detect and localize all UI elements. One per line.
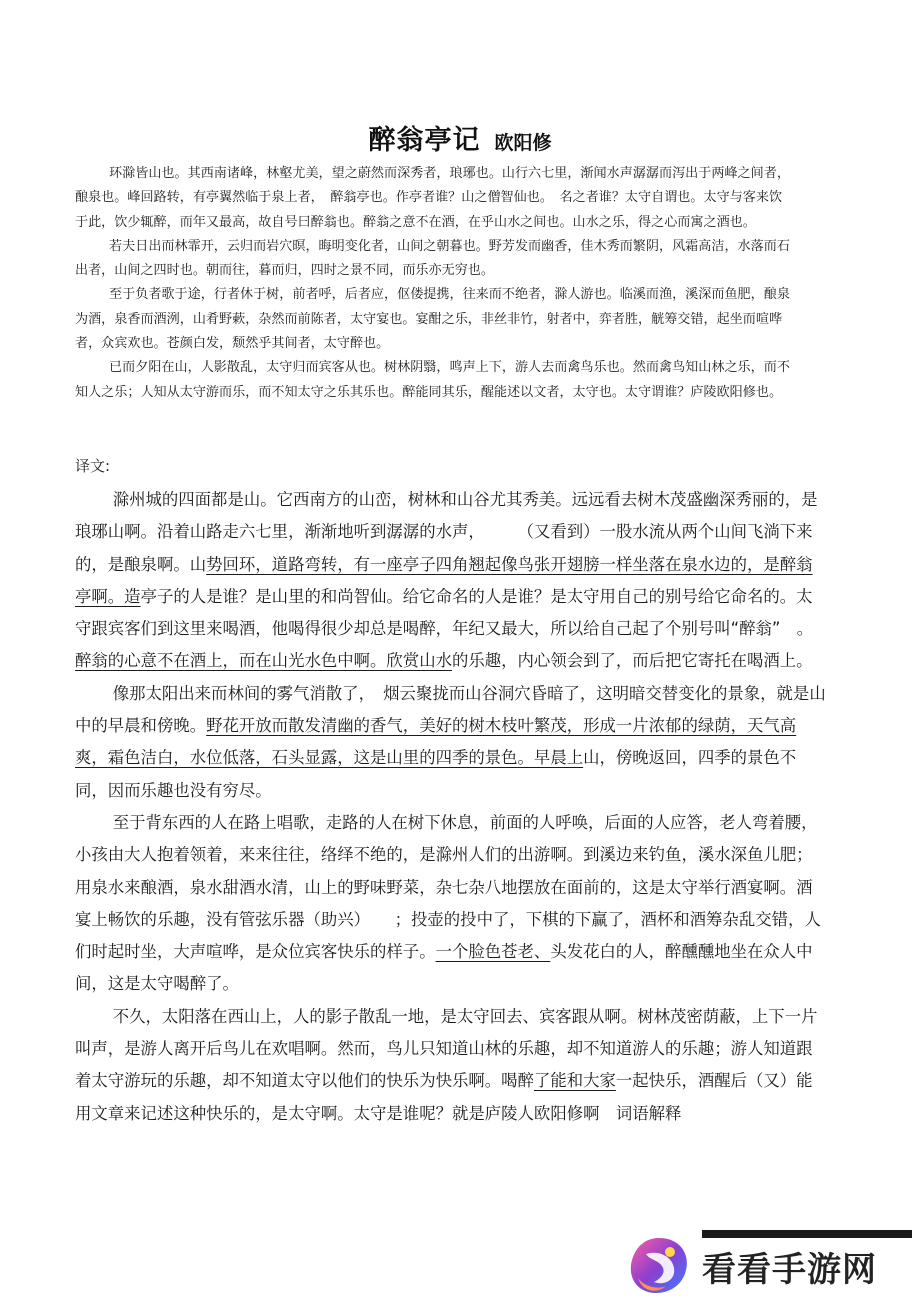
original-paragraph-4: 已而夕阳在山，人影散乱，太守归而宾客从也。树林阴翳，鸣声上下，游人去而禽鸟乐也。然而禽鸟知山林之乐，而不知人之乐；人知从太守游而乐，而不知太守之乐其乐也。醉能同其乐，醒能述以文者，太守也。太守谓谁？庐陵欧阳修也。 <box>75 360 790 400</box>
text-run: 不久，太阳落在西山上，人的影子散乱一地，是太守回去、宾客跟从啊。树林茂密荫蔽，上下一片叫声，是游人离开后鸟儿在欢唱啊。然而，鸟儿只知道山林的乐趣，却不知道游人的乐趣；游人知道跟着太守游玩的乐趣，却不知道太守以他们的快乐为快乐啊。喝醉 <box>75 1006 818 1091</box>
translation-paragraph-2 <box>75 678 827 807</box>
original-paragraph-2: 若夫日出而林霏开，云归而岩穴暝，晦明变化者，山间之朝暮也。野芳发而幽香，佳木秀而繁阴，风霜高洁，水落而石出者，山间之四时也。朝而往，暮而归，四时之景不同，而乐亦无穷也。 <box>75 238 790 279</box>
underlined-text: 一个脸色苍老、 <box>435 942 551 962</box>
title-row <box>0 118 920 157</box>
original-paragraph-3: 至于负者歌于途，行者休于树，前者呼，后者应，伛偻提携，往来而不绝者，滁人游也。临溪而渔，溪深而鱼肥，酿泉为酒，泉香而酒洌，山肴野蔌，杂然而前陈者，太守宴也。宴酣之乐，非丝非竹，射者中，弈者胜，觥筹交错，起坐而喧哗者，众宾欢也。苍颜白发，颓然乎其间者，太守醉也。 <box>75 287 790 352</box>
site-watermark <box>624 1230 920 1303</box>
translation-paragraph-1 <box>75 484 827 678</box>
text-run: 像那太阳出来而林间的雾气消散了， 烟云聚拢而山谷洞穴昏暗了，这明暗交替变化的景象，就是山中的早晨和傍晚。 <box>75 683 826 736</box>
underlined-text: 野花开放而散发清幽的香气，美好的树木枝叶繁茂，形成一片浓郁的绿荫，天气高爽，霜色洁白，水位低落，石头显露，这是山里的四季的景色。早晨上 <box>75 716 797 768</box>
text-run: 至于背东西的人在路上唱歌，走路的人在树下休息，前面的人呼唤，后面的人应答，老人弯着腰，小孩由大人抱着领着，来来往往，络绎不绝的，是滁州人们的出游啊。到溪边来钓鱼，溪水深鱼儿肥；用泉水来酿酒，泉水甜酒水清，山上的野味野菜，杂七杂八地摆放在面前的，这是太守举行酒宴啊。酒宴上畅饮的乐趣，没有管弦乐器（助兴） ；投壶的投中了，下棋的下赢了，酒杯和酒筹杂乱交错，人们时起时坐，大声喧哗，是众位宾客快乐的样子。 <box>75 812 821 962</box>
original-paragraph-1: 环滁皆山也。其西南诸峰，林壑尤美，望之蔚然而深秀者，琅琊也。山行六七里，渐闻水声潺潺而泻出于两峰之间者，酿泉也。峰回路转，有亭翼然临于泉上者， 醉翁亭也。作亭者谁？山之僧智仙也。 名之者谁？太守自谓也。太守与客来饮于此，饮少辄醉，而年又最高，故自号曰醉翁也。醉翁之意不在酒，在乎山水之间也。山水之乐，得之心而寓之酒也。 <box>75 166 790 230</box>
translation-paragraph-3 <box>75 807 827 1001</box>
text-run: 的乐趣，内心领会到了，而后把它寄托在喝酒上。 <box>451 651 813 671</box>
original-text <box>75 162 795 405</box>
essay-title: 醉翁亭记 <box>368 125 481 156</box>
text-run: 一起快乐，酒醒后（又）能用文章来记述这种快乐的，是太守啊。太守是谁呢？就是庐陵人欧阳修啊 词语解释 <box>75 1071 813 1123</box>
translation-text <box>75 484 827 1130</box>
underlined-text: 势回环，道路弯转，有一座亭子四角翘起像鸟张开翅膀一样坐落在泉水边的，是醉翁亭啊。造 <box>75 554 813 606</box>
text-run: 山，傍晚返回，四季的景色不同，因而乐趣也没有穷尽。 <box>75 748 797 800</box>
colorful-swirl-logo-icon <box>624 1234 694 1300</box>
underlined-text: 醉翁的心意不在酒上，而在山光水色中啊。欣赏山水 <box>75 651 452 671</box>
underlined-text: 了能和大家 <box>533 1071 616 1091</box>
text-run: 头发花白的人，醉醺醺地坐在众人中间，这是太守喝醉了。 <box>75 942 813 994</box>
translation-paragraph-4 <box>75 1001 827 1130</box>
text-run: 滁州城的四面都是山。它西南方的山峦，树林和山谷尤其秀美。远远看去树木茂盛幽深秀丽的，是琅琊山啊。沿着山路走六七里，渐渐地听到潺潺的水声， （又看到）一股水流从两个山间飞淌下来的，是酿泉啊。山 <box>75 490 818 574</box>
author-name: 欧阳修 <box>494 132 552 154</box>
watermark-text: 看看手游网 <box>702 1250 877 1290</box>
translation-label: 译文: <box>75 457 111 475</box>
text-run: 亭子的人是谁？是山里的和尚智仙。给它命名的人是谁？是太守用自己的别号给它命名的。太守跟宾客们到这里来喝酒，他喝得很少却总是喝醉，年纪又最大，所以给自己起了个别号叫“醉翁” 。 <box>75 586 814 639</box>
watermark-band <box>702 1230 912 1238</box>
